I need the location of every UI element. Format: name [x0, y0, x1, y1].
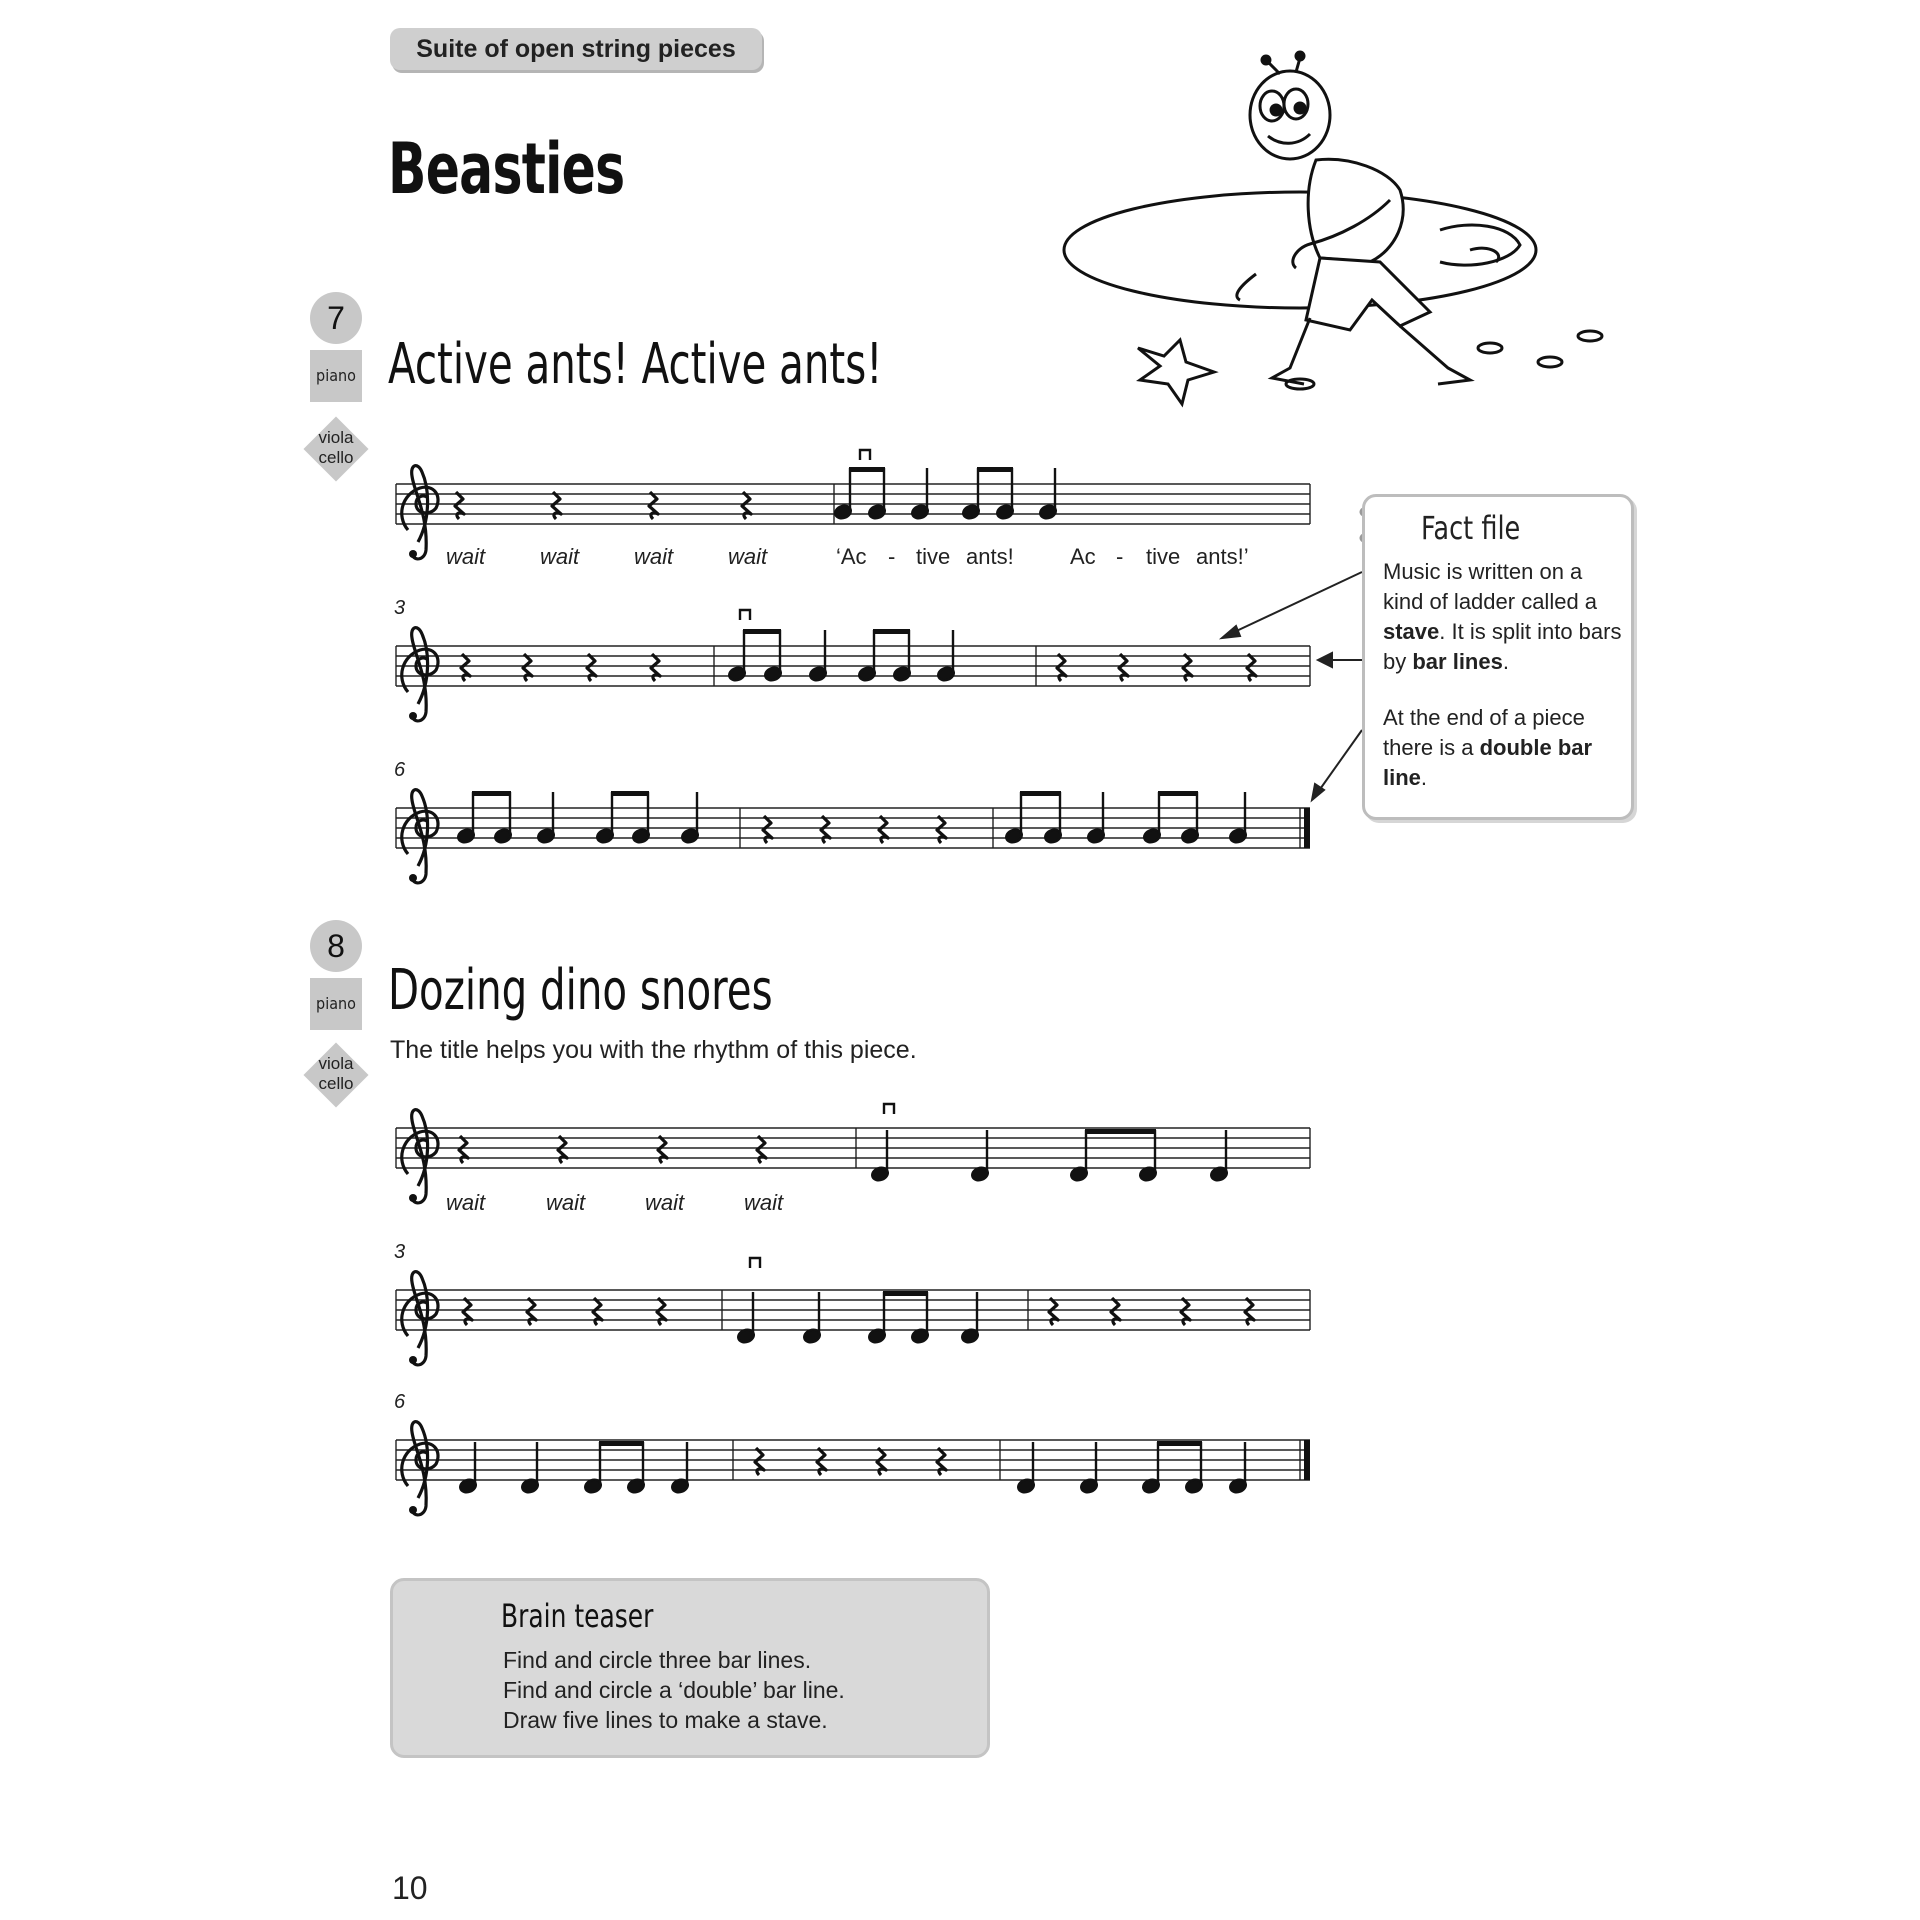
brain-teaser-line: Find and circle a ‘double’ bar line.: [503, 1677, 845, 1703]
instruction-text: The title helps you with the rhythm of this piece.: [390, 1036, 917, 1064]
piano-label: piano: [310, 978, 362, 1030]
lyric: wait: [446, 544, 486, 569]
lyric: wait: [546, 1190, 586, 1215]
bar-number: 6: [394, 759, 406, 781]
fact-file-body: Music is written on a kind of ladder called a stave. It is split into bars by bar lines. At the end of a piece there is a double bar line.: [1383, 559, 1622, 790]
piece-number-badge: 8: [310, 920, 362, 972]
page-number: 10: [392, 1870, 428, 1906]
lyric: ants!’: [1196, 544, 1249, 569]
series-tab: Suite of open string pieces: [390, 28, 762, 70]
brain-teaser-body: [503, 1645, 845, 1735]
piece-title: Dozing dino snores: [388, 958, 773, 1023]
staff-7-line-1: [396, 450, 1310, 559]
lyric: Ac: [1070, 544, 1096, 569]
piece-number-badge: 7: [310, 292, 362, 344]
brain-teaser-box: [390, 1578, 990, 1758]
lyric: wait: [645, 1190, 685, 1215]
staff-8-line-1: [396, 1104, 1310, 1203]
book-title: Beasties: [388, 128, 625, 210]
lyric: ants!: [966, 544, 1014, 569]
lyric: wait: [744, 1190, 784, 1215]
lyric: -: [888, 544, 896, 569]
lyric: tive: [1146, 544, 1181, 569]
brain-teaser-title: Brain teaser: [501, 1597, 654, 1635]
bar-number: 3: [394, 1241, 406, 1263]
strings-label: viola cello: [318, 428, 354, 467]
lyric: wait: [446, 1190, 486, 1215]
piano-label: piano: [310, 350, 362, 402]
ant-surfer-illustration: [1064, 52, 1602, 404]
staff-7-line-3: [396, 790, 1310, 883]
staff-8-line-3: [396, 1422, 1310, 1515]
fact-file-title: Fact file: [1421, 509, 1521, 547]
fact-file-box: [1362, 494, 1634, 820]
bar-number: 3: [394, 597, 406, 619]
strings-label: viola cello: [318, 1054, 354, 1093]
staff-7-line-2: [396, 610, 1310, 721]
piece-title: Active ants! Active ants!: [388, 332, 883, 397]
lyric: wait: [540, 544, 580, 569]
lyrics-7: [446, 544, 1249, 569]
brain-teaser-line: Draw five lines to make a stave.: [503, 1707, 828, 1733]
brain-teaser-line: Find and circle three bar lines.: [503, 1647, 812, 1673]
staff-8-line-2: [396, 1258, 1310, 1365]
lyric: tive: [916, 544, 951, 569]
lyric: ‘Ac: [836, 544, 867, 569]
lyrics-8: [446, 1190, 784, 1215]
lyric: -: [1116, 544, 1124, 569]
lyric: wait: [634, 544, 674, 569]
bar-number: 6: [394, 1391, 406, 1413]
lyric: wait: [728, 544, 768, 569]
